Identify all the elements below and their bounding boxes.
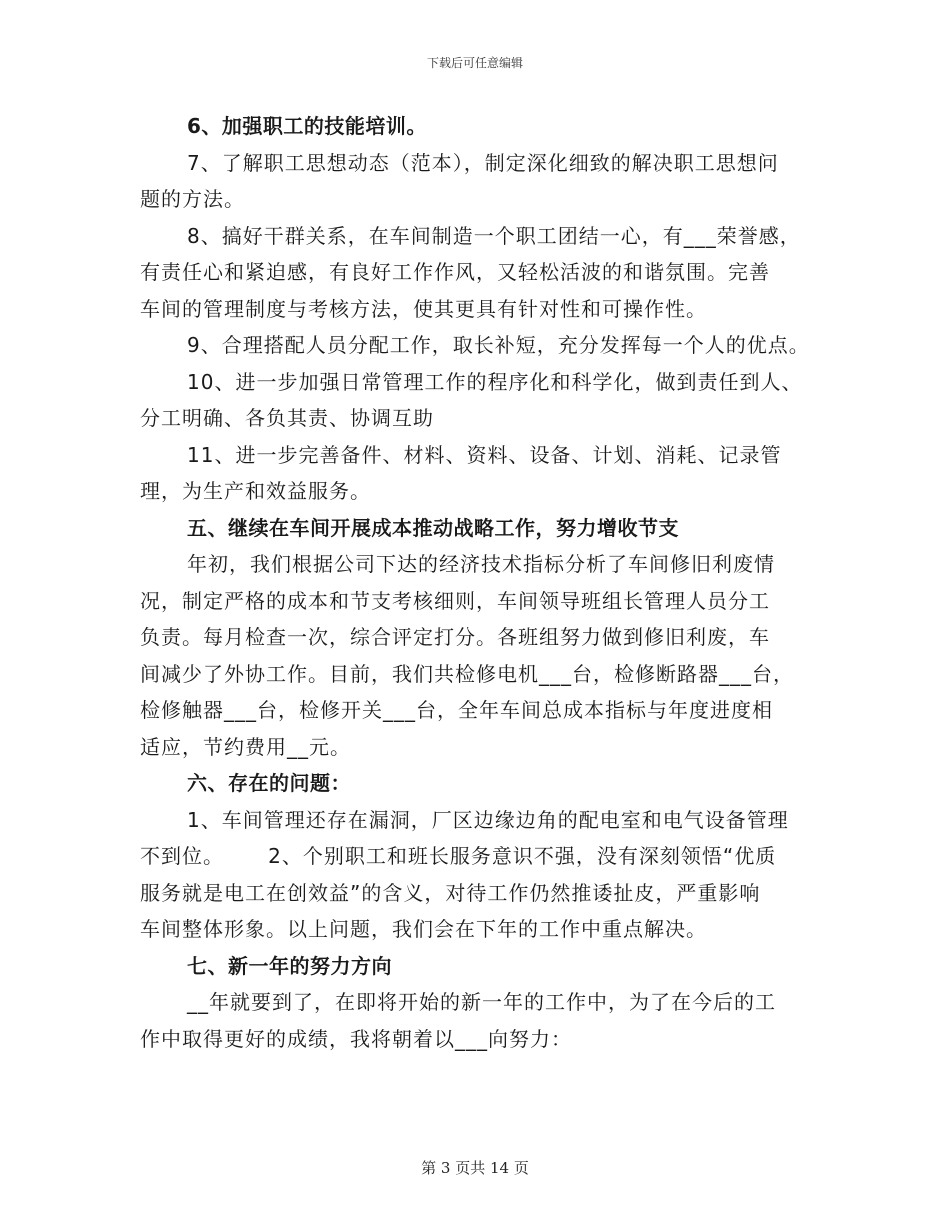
page-number-footer: 第 3 页共 14 页 bbox=[421, 1159, 529, 1177]
paragraph-line: __年就要到了，在即将开始的新一年的工作中，为了在今后的工 bbox=[187, 990, 776, 1014]
paragraph-line: 车间的管理制度与考核方法，使其更具有针对性和可操作性。 bbox=[140, 296, 707, 321]
paragraph-line: 间减少了外协工作。目前，我们共检修电机___台，检修断路器___台， bbox=[140, 661, 794, 686]
paragraph-line: 年初，我们根据公司下达的经济技术指标分析了车间修旧利废情 bbox=[187, 552, 775, 576]
paragraph-line: 11、进一步完善备件、材料、资料、设备、计划、消耗、记录管 bbox=[187, 442, 782, 467]
paragraph-line: 1、车间管理还存在漏洞，厂区边缘边角的配电室和电气设备管理 bbox=[187, 807, 789, 832]
paragraph-line: 有责任心和紧迫感，有良好工作作风，又轻松活波的和谐氛围。完善 bbox=[140, 260, 770, 284]
paragraph-line: 10、进一步加强日常管理工作的程序化和科学化，做到责任到人、 bbox=[187, 369, 803, 394]
paragraph-line: 作中取得更好的成绩，我将朝着以___向努力： bbox=[140, 1026, 572, 1051]
section-heading-line: 五、继续在车间开展成本推动战略工作，努力增收节支 bbox=[187, 515, 679, 540]
paragraph-line: 9、合理搭配人员分配工作，取长补短，充分发挥每一个人的优点。 bbox=[187, 333, 810, 357]
page-header-note: 下载后可任意编辑 bbox=[426, 56, 523, 70]
paragraph-line: 分工明确、各负其责、协调互助 bbox=[140, 406, 434, 430]
paragraph-line: 理，为生产和效益服务。 bbox=[140, 479, 371, 503]
section-heading-line: 七、新一年的努力方向 bbox=[187, 953, 392, 978]
paragraph-line: 服务就是电工在创效益”的含义，对待工作仍然推诿扯皮，严重影响 bbox=[140, 880, 761, 905]
paragraph-line: 负责。每月检查一次，综合评定打分。各班组努力做到修旧利废，车 bbox=[140, 625, 770, 649]
paragraph-line: 检修触器___台，检修开关___台，全年车间总成本指标与年度进度相 bbox=[140, 698, 773, 722]
paragraph-line: 7、了解职工思想动态（范本），制定深化细致的解决职工思想问 bbox=[187, 150, 779, 175]
paragraph-line: 8、搞好干群关系，在车间制造一个职工团结一心，有___荣誉感， bbox=[187, 223, 801, 248]
paragraph-line: 适应，节约费用__元。 bbox=[140, 734, 351, 759]
paragraph-line: 车间整体形象。以上问题，我们会在下年的工作中重点解决。 bbox=[140, 917, 707, 941]
section-heading-line: 六、存在的问题： bbox=[187, 771, 351, 795]
paragraph-line: 况，制定严格的成本和节支考核细则，车间领导班组长管理人员分工 bbox=[140, 588, 770, 613]
document-body bbox=[140, 108, 820, 1057]
paragraph-line: 题的方法。 bbox=[140, 187, 245, 211]
section-heading-line: 6、加强职工的技能培训。 bbox=[187, 114, 427, 138]
paragraph-line: 不到位。 2、个别职工和班长服务意识不强，没有深刻领悟“优质 bbox=[140, 844, 777, 868]
